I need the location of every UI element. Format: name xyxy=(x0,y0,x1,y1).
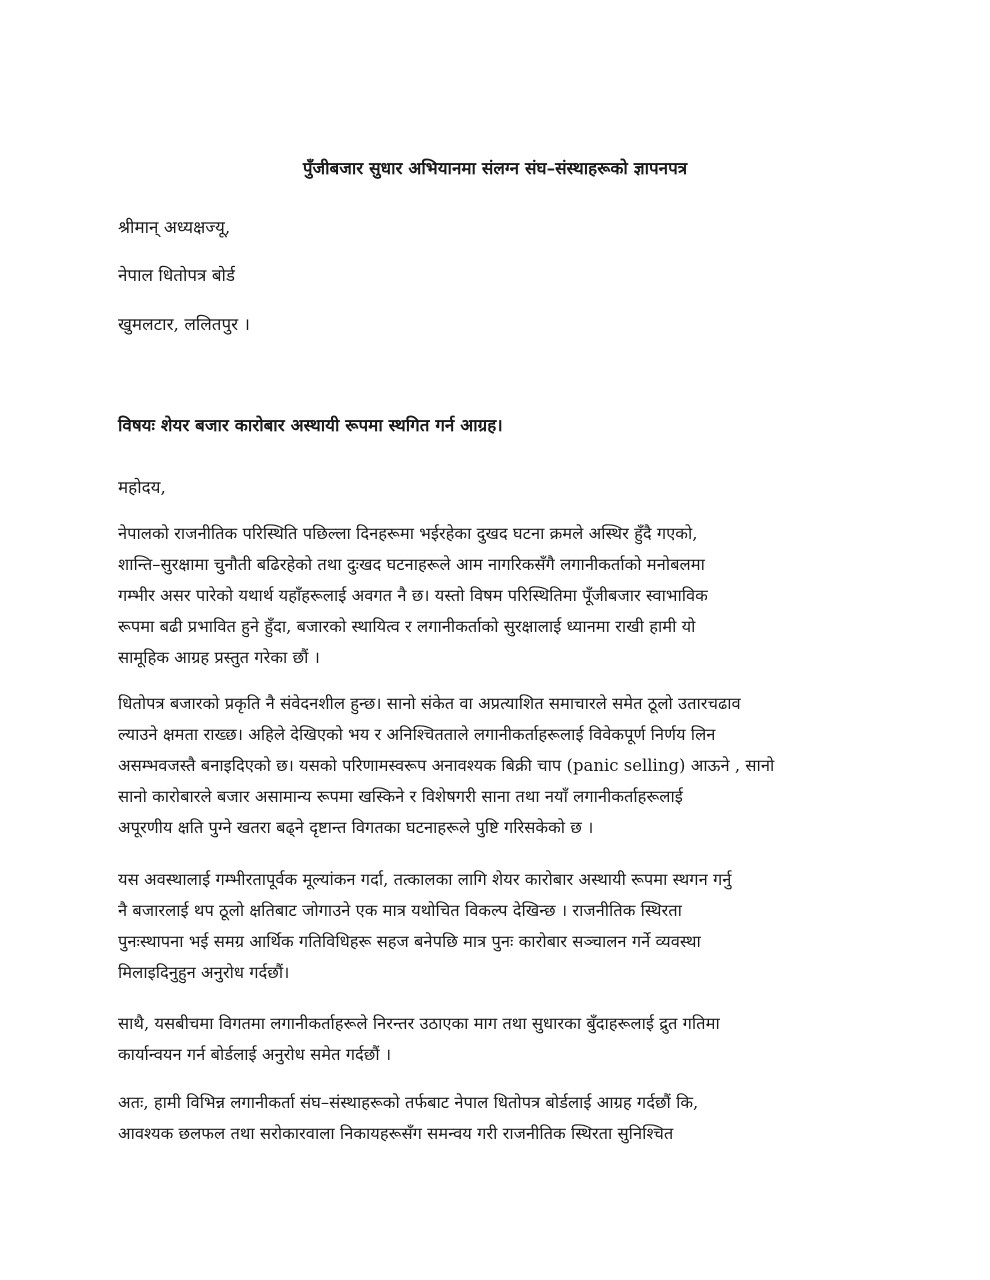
paragraph-2 xyxy=(118,688,878,843)
paragraph-line: रूपमा बढी प्रभावित हुने हुँदा, बजारको स्थायित्व र लगानीकर्ताको सुरक्षालाई ध्यानमा राखी हामी यो xyxy=(118,617,696,636)
paragraph-line: सामूहिक आग्रह प्रस्तुत गरेका छौं । xyxy=(118,648,320,667)
paragraph-1 xyxy=(118,518,878,673)
paragraph-line: पुनःस्थापना भई समग्र आर्थिक गतिविधिहरू सहज बनेपछि मात्र पुनः कारोबार सञ्चालन गर्ने व्यवस्था xyxy=(118,932,701,951)
paragraph-line: मिलाइदिनुहुन अनुरोध गर्दछौं। xyxy=(118,963,290,982)
paragraph-4 xyxy=(118,1008,878,1070)
paragraph-line: अपूरणीय क्षति पुग्ने खतरा बढ्ने दृष्टान्त विगतका घटनाहरूले पुष्टि गरिसकेको छ । xyxy=(118,818,594,837)
document-title: पुँजीबजार सुधार अभियानमा संलग्न संघ–संस्थाहरूको ज्ञापनपत्र xyxy=(302,159,688,179)
address-line-organization: नेपाल धितोपत्र बोर्ड xyxy=(118,266,236,286)
paragraph-line: असम्भवजस्तै बनाइदिएको छ। यसको परिणामस्वरूप अनावश्यक बिक्री चाप (panic selling) आऊने , सानो xyxy=(118,756,775,775)
address-line-recipient: श्रीमान् अध्यक्षज्यू, xyxy=(118,218,231,238)
paragraph-3 xyxy=(118,864,878,988)
paragraph-line: अतः, हामी विभिन्न लगानीकर्ता संघ–संस्थाहरूको तर्फबाट नेपाल धितोपत्र बोर्डलाई आग्रह गर्दछौं कि, xyxy=(118,1093,699,1112)
paragraph-5 xyxy=(118,1087,878,1149)
paragraph-line: कार्यान्वयन गर्न बोर्डलाई अनुरोध समेत गर्दछौं । xyxy=(118,1045,392,1064)
paragraph-line: नेपालको राजनीतिक परिस्थिति पछिल्ला दिनहरूमा भईरहेका दुखद घटना क्रमले अस्थिर हुँदै गएको, xyxy=(118,524,698,543)
salutation: महोदय, xyxy=(118,478,166,498)
paragraph-line: ल्याउने क्षमता राख्छ। अहिले देखिएको भय र अनिश्चितताले लगानीकर्ताहरूलाई विवेकपूर्ण निर्णय लिन xyxy=(118,725,716,744)
paragraph-line: आवश्यक छलफल तथा सरोकारवाला निकायहरूसँग समन्वय गरी राजनीतिक स्थिरता सुनिश्चित xyxy=(118,1124,674,1143)
paragraph-line: धितोपत्र बजारको प्रकृति नै संवेदनशील हुन्छ। सानो संकेत वा अप्रत्याशित समाचारले समेत ठूलो उतारचढाव xyxy=(118,694,741,713)
paragraph-line: सानो कारोबारले बजार असामान्य रूपमा खस्किने र विशेषगरी साना तथा नयाँ लगानीकर्ताहरूलाई xyxy=(118,787,683,806)
paragraph-line: शान्ति–सुरक्षामा चुनौती बढिरहेको तथा दुःखद घटनाहरूले आम नागरिकसँगै लगानीकर्ताको मनोबलमा xyxy=(118,555,705,574)
paragraph-line: नै बजारलाई थप ठूलो क्षतिबाट जोगाउने एक मात्र यथोचित विकल्प देखिन्छ । राजनीतिक स्थिरता xyxy=(118,901,682,920)
paragraph-line: गम्भीर असर पारेको यथार्थ यहाँहरूलाई अवगत नै छ। यस्तो विषम परिस्थितिमा पूँजीबजार स्वाभाविक xyxy=(118,586,708,605)
paragraph-line: साथै, यसबीचमा विगतमा लगानीकर्ताहरूले निरन्तर उठाएका माग तथा सुधारका बुँदाहरूलाई द्रुत गतिमा xyxy=(118,1014,720,1033)
address-line-location: खुमलटार, ललितपुर । xyxy=(118,315,250,335)
subject-line: विषयः शेयर बजार कारोबार अस्थायी रूपमा स्थगित गर्न आग्रह। xyxy=(118,416,503,436)
paragraph-line: यस अवस्थालाई गम्भीरतापूर्वक मूल्यांकन गर्दा, तत्कालका लागि शेयर कारोबार अस्थायी रूपमा स्थगन गर्नु xyxy=(118,870,732,889)
